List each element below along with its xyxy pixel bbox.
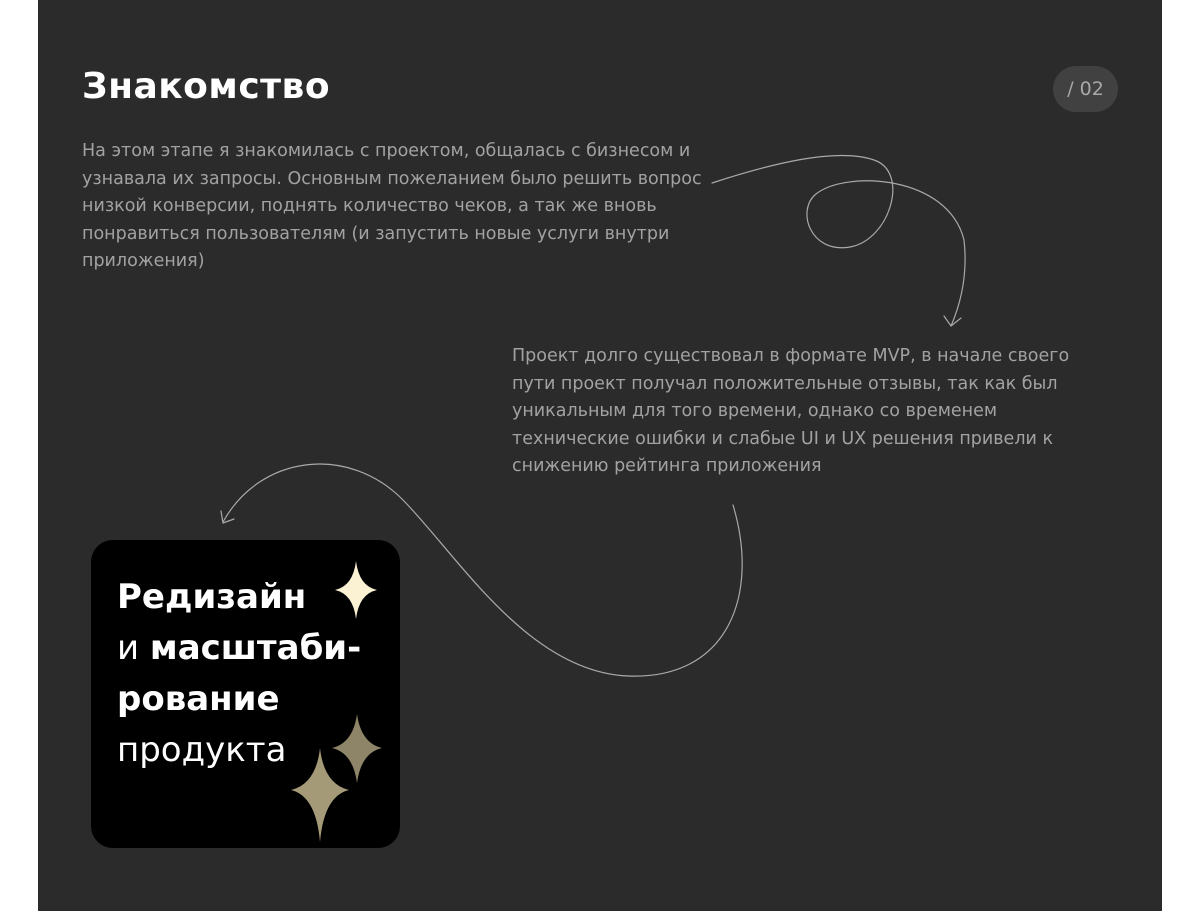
sparkle-icon xyxy=(291,748,349,842)
card-line-scaling-end: рование xyxy=(117,679,280,719)
card-line-redesign: Редизайн xyxy=(117,577,307,617)
card-line-product: продукта xyxy=(117,730,287,770)
card-line-scaling: масштаби- xyxy=(149,628,362,668)
card-line-and: и xyxy=(117,628,140,668)
slide-panel xyxy=(38,0,1162,911)
highlight-card xyxy=(91,540,400,848)
sparkle-icon xyxy=(335,561,377,619)
page-title: Знакомство xyxy=(82,66,331,107)
history-paragraph: Проект долго существовал в формате MVP, в начале своего пути проект получал положительные отзывы, так как был уникальным для того времени, однако со временем технические ошибки и слабые UI и UX решения привели к снижению рейтинга приложения xyxy=(512,346,1070,476)
page-number-badge xyxy=(1053,66,1118,112)
loop-arrow-icon xyxy=(712,156,965,326)
sparkles-group xyxy=(91,540,400,848)
sparkle-icon xyxy=(332,714,382,783)
intro-paragraph: На этом этапе я знакомилась с проектом, общалась с бизнесом и узнавала их запросы. Основным пожеланием было решить вопрос низкой конверсии, поднять количество чеков, а так же вновь понравиться пользователям (и запустить новые услуги внутри приложения) xyxy=(82,141,702,271)
page-number-label: / 02 xyxy=(1067,78,1104,100)
